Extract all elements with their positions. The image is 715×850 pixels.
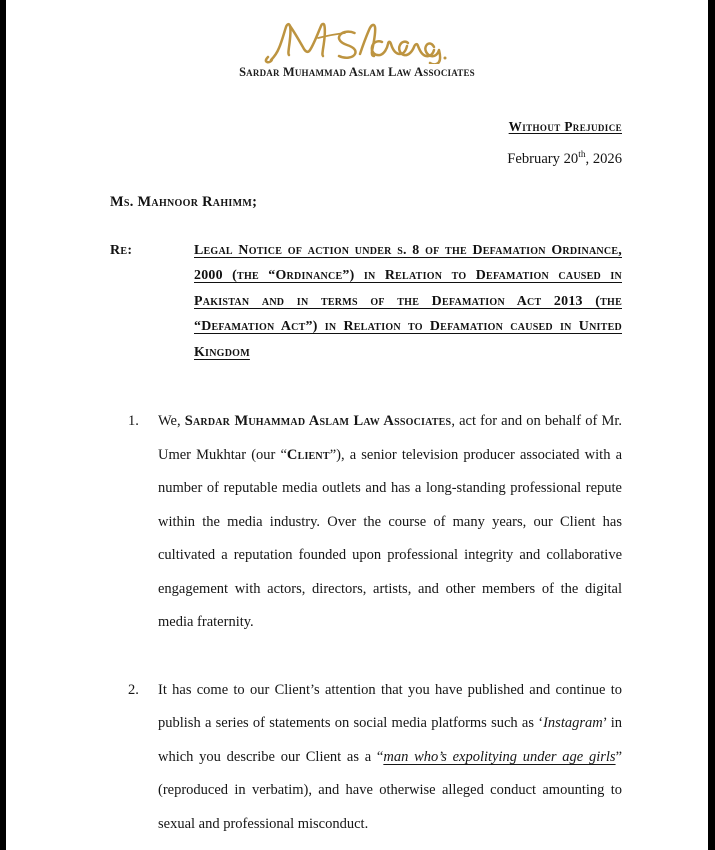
firm-name: Sardar Muhammad Aslam Law Associates [239, 65, 475, 79]
date-ordinal-suffix: th [578, 150, 586, 160]
paragraph-item [140, 405, 622, 640]
para2-seg1: It has come to our Client’s attention that you have published and continue to publish a series of statements on social media platforms such as ‘ [158, 681, 622, 732]
date-month-day: February 20 [507, 150, 579, 167]
without-prejudice-text: Without Prejudice [508, 119, 622, 134]
date-year: , 2026 [585, 150, 622, 167]
para1-seg5: ”), a senior television producer associated with a number of reputable media outlets and has a long-standing professional repute within the media industry. Over the course of many years, our Client has cultivated a reputation founded upon professional integrity and collaborative engagement with actors, directors, artists, and other members of the digital media fraternity. [158, 446, 623, 631]
numbered-paragraph-list [110, 405, 622, 841]
para2-platform-name: Instagram [543, 715, 603, 732]
para1-client-term: Client [286, 446, 330, 463]
gold-signature-logo-icon [262, 18, 452, 64]
para2-seg5: ” (reproduced in verbatim), and have otherwise alleged conduct amounting to sexual and professional misconduct. [158, 748, 622, 832]
para2-quoted-statement: man who’s expolitying under age girls [383, 748, 616, 765]
re-block [110, 238, 622, 366]
para2-seg3: ’ in which you describe our Client as a “ [158, 715, 623, 765]
para1-seg3: , act for and on behalf of Mr. Umer Mukhtar (our “ [158, 413, 623, 463]
para1-seg1: We, [158, 413, 185, 430]
para1-firm-name: Sardar Muhammad Aslam Law Associates [184, 413, 452, 430]
document-page [6, 0, 708, 850]
paragraph-item [140, 674, 622, 842]
re-subject-text: Legal Notice of action under s. 8 of the Defamation Ordinance, 2000 (the “Ordinance”) in Relation to Defamation caused in Pakistan and in terms of the Defamation Act 2013 (the “Defamation Act”) in Relation to Defamation caused in United Kingdom [194, 242, 622, 360]
letter-body [6, 118, 708, 841]
addressee-line: Ms. Mahnoor Rahimm; [110, 193, 258, 210]
re-label: Re: [110, 242, 133, 258]
letterhead [6, 0, 708, 80]
without-prejudice-line [110, 118, 622, 136]
letter-date [110, 150, 622, 168]
